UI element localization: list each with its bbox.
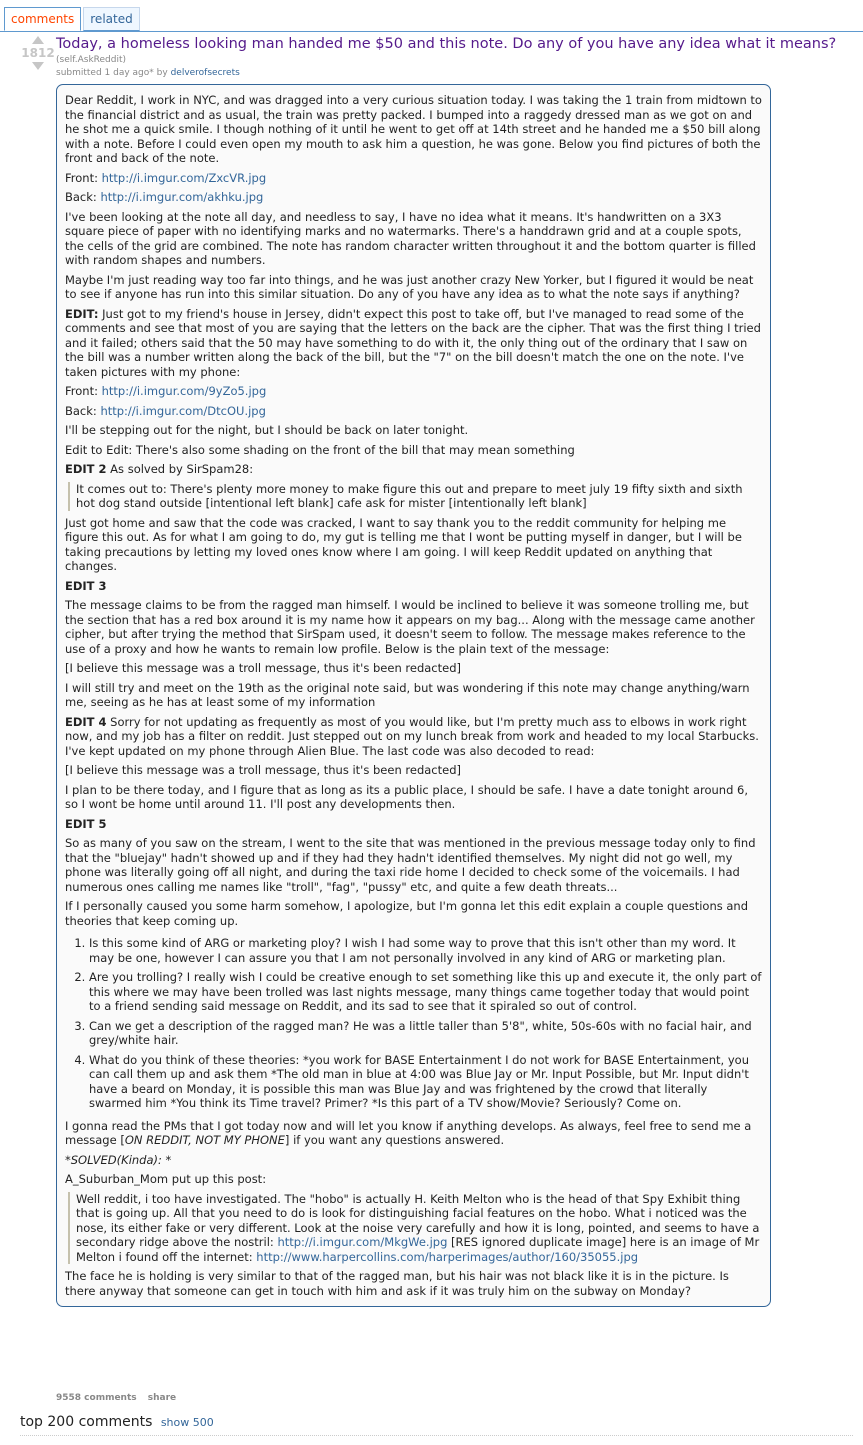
paragraph: I plan to be there today, and I figure that as long as its a public place, I should be safe. I have a date tonight around 6, so I wont be home until around 11. I'll post any developments then. xyxy=(65,782,749,811)
text: [RES ignored duplicate image] here is an image of Mr Melton i found off the internet: xyxy=(76,1235,760,1264)
paragraph: I'll be stepping out for the night, but I should be back on later tonight. xyxy=(65,423,469,437)
score: 1812 xyxy=(21,46,55,60)
paragraph xyxy=(65,579,762,594)
upvote-arrow-icon[interactable] xyxy=(32,36,44,44)
text: Well reddit, i too have investigated. The "hobo" is actually H. Keith Melton who is the head of that Spy Exhibit thing that is going up. All that you need to do is look for distinguishing facial features on the hobo. What i noticed was the nose, its either fake or very different. Look at the noise very carefully and how it is long, pointed, and seems to have a secondary ridge above the nostril: xyxy=(76,1191,760,1249)
edit-text: Sorry for not updating as frequently as most of you would like, but I'm pretty much ass to elbows in work right now, and my job has a filter on reddit. Just stepped out on my lunch break from work and headed to my local Starbucks. I've kept updated on my phone through Alien Blue. The last code was also decoded to read: xyxy=(65,714,759,758)
faq-list xyxy=(89,936,762,1111)
paragraph: I've been looking at the note all day, and needless to say, I have no idea what it means. It's handwritten on a 3X3 square piece of paper with no identifying marks and no watermarks. There's a handdrawn grid and at a couple spots, the cells of the grid are combined. The note has random character written throughout it and the bottom quarter is filled with random shapes and numbers. xyxy=(65,209,756,267)
paragraph: I will still try and meet on the 19th as the original note said, but was wondering if this note may change anything/warn me, seeing as he has at least some of my information xyxy=(65,680,750,709)
edit-text: As solved by SirSpam28: xyxy=(106,462,254,476)
paragraph xyxy=(65,404,762,419)
paragraph: So as many of you saw on the stream, I went to the site that was mentioned in the previous message today only to find that the "bluejay" hadn't showed up and if they had they hadn't identified themselves. My night did not go well, my phone was literally going off all night, and during the taxi ride home I decided to check some of the voicemails. I had numerous ones calling me names like "troll", "fag", "pussy" etc, and quite a few death threats... xyxy=(65,836,756,894)
front-photo-link[interactable]: http://i.imgur.com/9yZo5.jpg xyxy=(101,384,267,398)
comments-button[interactable]: 9558 comments xyxy=(56,1393,137,1403)
paragraph xyxy=(65,171,762,186)
melton-image-link[interactable]: http://www.harpercollins.com/harperimages/author/160/35055.jpg xyxy=(256,1249,639,1264)
paragraph xyxy=(65,384,762,399)
tab-related[interactable]: related xyxy=(83,7,139,31)
emphasis: ON REDDIT, NOT MY PHONE xyxy=(124,1133,285,1147)
quote-text: It comes out to: There's plenty more money to make figure this out and prepare to meet july 19 fifty sixth and sixth hot dog stand outside [intentional left blank] cafe ask for mister [intentionally left blank] xyxy=(76,481,743,510)
back-photo-link[interactable]: http://i.imgur.com/DtcOU.jpg xyxy=(100,403,266,418)
paragraph: The face he is holding is very similar to that of the ragged man, but his hair was not black like it is in the picture. Is there anyway that someone can get in touch with him and ask if it was truly him on the subway on Monday? xyxy=(65,1269,729,1298)
list-item: 1. Is this some kind of ARG or marketing ploy? I wish I had some way to prove that this isn't other than my word. It may be one, however I can assure you that I am not personally involved in any kind of ARG or marketing plan. xyxy=(89,936,762,965)
front-image-link[interactable]: http://i.imgur.com/ZxcVR.jpg xyxy=(101,170,267,185)
paragraph: Edit to Edit: There's also some shading on the front of the bill that may mean something xyxy=(65,442,575,457)
theory-quote xyxy=(68,1192,762,1265)
paragraph: Dear Reddit, I work in NYC, and was dragged into a very curious situation today. I was taking the 1 train from midtown to the financial district and as usual, the train was pretty packed. I bumped into a raggedy dressed man as we got on and he shot me a quick smile. I though nothing of it until he went to get off at 14th street and he handed me a $50 bill along with a note. Before I could even open my mouth to ask him a question, he was gone. Below you find pictures of both the front and back of the note. xyxy=(65,93,762,165)
paragraph: [I believe this message was a troll message, thus it's been redacted] xyxy=(65,763,461,777)
paragraph: [I believe this message was a troll message, thus it's been redacted] xyxy=(65,661,461,675)
top-comments-label: top 200 comments xyxy=(20,1414,153,1430)
author-link[interactable]: delverofsecrets xyxy=(170,68,240,78)
nose-image-link[interactable]: http://i.imgur.com/MkgWe.jpg xyxy=(277,1235,448,1249)
post-body xyxy=(56,84,771,1307)
edit-label: EDIT 4 xyxy=(65,714,107,729)
quote-text xyxy=(76,1192,762,1265)
post-title[interactable]: Today, a homeless looking man handed me $50 and this note. Do any of you have any idea what it means? xyxy=(56,36,837,52)
downvote-arrow-icon[interactable] xyxy=(32,62,44,70)
paragraph xyxy=(65,1119,762,1148)
post-domain[interactable]: (self.AskReddit) xyxy=(56,55,127,65)
list-item: 2. Are you trolling? I really wish I could be creative enough to set something like this up and execute it, the only part of this where we may have been trolled was last nights message, many things came together today that would point to a friend sending said message on Reddit, and its sad to see that it spiraled so out of control. xyxy=(89,970,762,1014)
label: Front: xyxy=(65,170,102,185)
paragraph xyxy=(65,715,762,759)
comment-sort-header xyxy=(20,1414,214,1430)
post-tagline xyxy=(56,68,240,78)
post-buttons xyxy=(56,1393,184,1403)
vote-box xyxy=(20,36,56,70)
paragraph xyxy=(65,817,762,832)
tab-comments[interactable]: comments xyxy=(4,7,81,31)
paragraph: Just got home and saw that the code was cracked, I want to say thank you to the reddit community for helping me figure this out. As for what I am going to do, my gut is telling me that I wont be putting myself in danger, but I will be taking precautions by letting my loved ones know where I am going. I will keep Reddit updated on anything that changes. xyxy=(65,515,742,573)
text: I gonna read the PMs that I got today now and will let you know if anything develops. As always, feel free to send me a message [ xyxy=(65,1118,752,1147)
paragraph xyxy=(65,190,762,205)
solved-label: *SOLVED(Kinda): * xyxy=(65,1152,172,1167)
label: Back: xyxy=(65,190,101,204)
list-item: 3. Can we get a description of the ragged man? He was a little taller than 5'8", white, 50s-60s with no facial hair, and grey/white hair. xyxy=(89,1019,762,1048)
edit-label: EDIT 5 xyxy=(65,816,107,831)
solution-quote xyxy=(68,482,762,511)
edit-label: EDIT: xyxy=(65,306,99,321)
paragraph xyxy=(65,307,762,380)
tab-bar xyxy=(4,7,142,31)
paragraph xyxy=(65,462,762,477)
edit-label: EDIT 3 xyxy=(65,578,107,593)
edit-text: Just got to my friend's house in Jersey, didn't expect this post to take off, but I've managed to read some of the comments and see that most of you are saying that the letters on the back are the cipher. That was the first thing I tried and it failed; others said that the 50 may have something to do with it, the only thing out of the ordinary that I saw on the bill was a number written along the back of the bill, but the "7" on the bill doesn't match the one on the note. I've taken pictures with my phone: xyxy=(65,306,761,379)
paragraph: If I personally caused you some harm somehow, I apologize, but I'm gonna let this edit explain a couple questions and theories that keep coming up. xyxy=(65,899,749,928)
divider xyxy=(20,1435,853,1436)
tab-divider xyxy=(0,31,863,32)
share-button[interactable]: share xyxy=(147,1393,177,1403)
label: Back: xyxy=(65,403,101,418)
label: Front: xyxy=(65,384,102,398)
show-more-link[interactable]: show 500 xyxy=(160,1416,214,1429)
back-image-link[interactable]: http://i.imgur.com/akhku.jpg xyxy=(100,190,264,204)
list-item: 4. What do you think of these theories: *you work for BASE Entertainment I do not work for BASE Entertainment, you can call them up and ask them *The old man in blue at 4:00 was Blue Jay or Mr. Input Possible, but Mr. Input didn't have a beard on Monday, it is possible this man was Blue Jay and was frightened by the crowd that literally swarmed him *You think its Time travel? Primer? *Is this part of a TV show/Movie? Seriously? Come on. xyxy=(89,1053,762,1111)
paragraph: A_Suburban_Mom put up this post: xyxy=(65,1172,267,1186)
edit-label: EDIT 2 xyxy=(65,462,107,476)
paragraph: The message claims to be from the ragged man himself. I would be inclined to believe it was someone trolling me, but the section that has a red box around it is my name how it appears on my bag... Along with the message came another cipher, but after trying the method that SirSpam used, it doesn't seem to follow. The message makes reference to the use of a proxy and how he wants to remain low profile. Below is the plain text of the message: xyxy=(65,598,755,656)
paragraph xyxy=(65,1153,762,1168)
paragraph: Maybe I'm just reading way too far into things, and he was just another crazy New Yorker, but I figured it would be neat to see if anyone has run into this similar situation. Do any of you have any idea as to what the note says if anything? xyxy=(65,272,754,301)
submitted-text: submitted 1 day ago* by xyxy=(56,68,168,78)
text: ] if you want any questions answered. xyxy=(284,1133,505,1147)
